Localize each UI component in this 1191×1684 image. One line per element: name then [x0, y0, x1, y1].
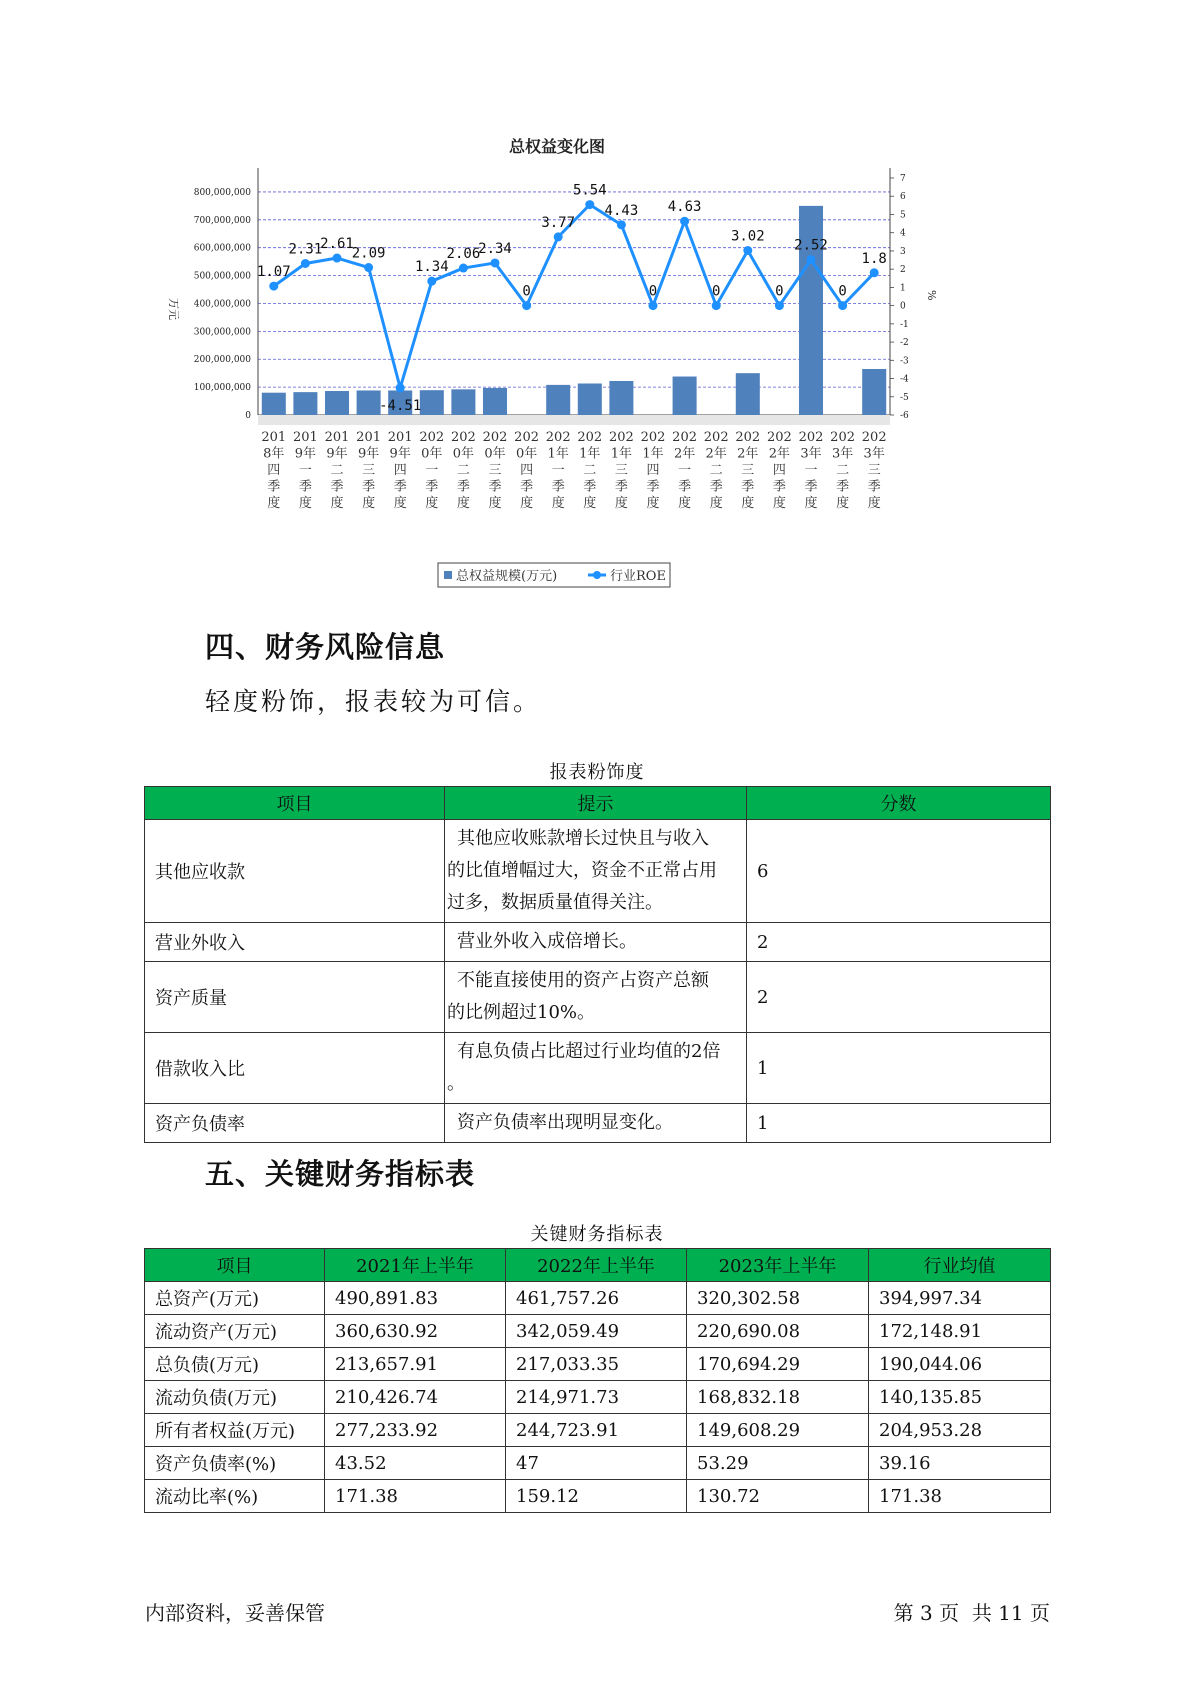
y-right-tick-label: 2 — [900, 265, 906, 276]
x-tick-label-line: 三 — [867, 463, 881, 478]
x-tick-label-line: 一 — [298, 463, 312, 478]
kpi-table-header-cell: 项目 — [145, 1249, 325, 1282]
x-tick-label-line: 一 — [804, 463, 818, 478]
x-tick-label-line: 202 — [766, 430, 792, 445]
x-tick-label-line: 四 — [267, 463, 281, 478]
x-tick-label-line: 202 — [514, 430, 540, 445]
risk-summary: 轻度粉饰，报表较为可信。 — [205, 687, 542, 716]
x-tick-label-line: 度 — [867, 496, 881, 511]
kpi-cell: 394,997.34 — [869, 1282, 1051, 1315]
x-tick-label-line: 季 — [772, 479, 786, 495]
risk-table-header — [145, 787, 1051, 820]
x-tick-label-line: 季 — [425, 479, 439, 495]
kpi-cell: 39.16 — [869, 1447, 1051, 1480]
x-tick-label-line: 202 — [482, 430, 508, 445]
y-right-tick-label: 1 — [900, 283, 906, 294]
y-left-tick-label: 700,000,000 — [193, 215, 251, 226]
x-tick-label-line: 季 — [551, 479, 565, 495]
x-tick-label-line: 201 — [292, 430, 318, 445]
x-tick-label-line: 季 — [741, 479, 755, 495]
roe-data-label: -4.51 — [379, 397, 422, 414]
kpi-cell: 360,630.92 — [325, 1315, 506, 1348]
table-row — [145, 820, 1051, 923]
x-tick-label-line: 202 — [703, 430, 729, 445]
risk-score-cell: 1 — [747, 1033, 1051, 1104]
x-tick-label-line: 度 — [330, 496, 344, 511]
x-tick-label-line: 202 — [640, 430, 666, 445]
y-left-tick-label: 300,000,000 — [193, 327, 251, 338]
roe-data-label: 3.77 — [541, 214, 576, 231]
x-tick-label-line: 季 — [709, 479, 723, 495]
x-tick-label-line: 三 — [614, 463, 628, 478]
legend-line-marker — [593, 571, 601, 579]
table-row — [145, 962, 1051, 1033]
table-row — [145, 1480, 1051, 1513]
roe-data-label: 4.63 — [667, 199, 702, 216]
equity-bar — [357, 390, 381, 415]
equity-bar — [578, 383, 602, 415]
y-right-tick-label: -3 — [900, 356, 909, 367]
y-right-tick-label: -6 — [900, 411, 909, 421]
x-tick-label-line: 201 — [324, 430, 350, 445]
x-tick-label-line: 201 — [387, 430, 413, 445]
roe-point — [396, 383, 405, 392]
x-tick-label — [546, 430, 571, 511]
roe-data-label: 0 — [522, 283, 531, 300]
y-left-tick-label: 800,000,000 — [193, 187, 251, 198]
x-tick-label-line: 一 — [551, 463, 565, 478]
equity-bar — [673, 377, 697, 415]
x-tick-label-line: 2年 — [705, 446, 727, 462]
table-row — [145, 1315, 1051, 1348]
roe-point — [491, 258, 500, 267]
roe-data-label: 2.34 — [478, 240, 512, 257]
x-tick-label — [672, 430, 697, 511]
x-tick-label-line: 202 — [861, 430, 887, 445]
kpi-cell: 流动比率(%) — [145, 1480, 325, 1513]
x-tick-label — [388, 430, 413, 511]
legend-bar-swatch — [444, 571, 452, 579]
roe-point — [554, 232, 563, 241]
risk-tip-cell — [445, 1104, 747, 1143]
roe-data-label: 1.34 — [414, 259, 449, 276]
x-tick-label-line: 季 — [646, 479, 660, 495]
roe-data-label: 5.54 — [572, 182, 607, 199]
y-left-axis-label: 万元 — [167, 298, 180, 320]
x-tick-label-line: 度 — [425, 496, 439, 511]
x-tick-label-line: 季 — [393, 479, 407, 495]
risk-tip-line: 资产负债率出现明显变化。 — [457, 1112, 673, 1133]
x-tick-label-line: 9年 — [294, 446, 317, 462]
y-right-axis-label: % — [925, 290, 938, 301]
risk-item-cell: 其他应收款 — [145, 820, 445, 923]
risk-table-header-cell: 项目 — [145, 787, 445, 820]
y-right-tick-label: 6 — [900, 192, 906, 203]
risk-tip-cell — [445, 820, 747, 923]
footer-left: 内部资料，妥善保管 — [145, 1601, 325, 1625]
table-row — [145, 1033, 1051, 1104]
x-tick-label-line: 2年 — [737, 446, 759, 462]
x-tick-label — [704, 430, 729, 511]
roe-point — [775, 301, 784, 310]
x-tick-label-line: 度 — [362, 496, 376, 511]
equity-bar — [546, 385, 570, 415]
y-right-tick-label: 5 — [900, 210, 906, 221]
legend-bar-label: 总权益规模(万元) — [456, 569, 558, 584]
x-tick-label-line: 三 — [741, 463, 755, 478]
roe-point — [427, 277, 436, 286]
risk-table — [144, 786, 1051, 1143]
x-tick-label-line: 季 — [330, 479, 344, 495]
kpi-cell: 所有者权益(万元) — [145, 1414, 325, 1447]
y-right-tick-label: -4 — [900, 374, 909, 385]
x-tick-label-line: 202 — [672, 430, 698, 445]
risk-tip-cell — [445, 1033, 747, 1104]
roe-data-label: 0 — [711, 283, 721, 300]
kpi-cell: 214,971.73 — [506, 1381, 687, 1414]
y-left-tick-label: 400,000,000 — [193, 299, 251, 310]
x-tick-label-line: 季 — [267, 479, 281, 495]
x-tick-label — [767, 430, 792, 511]
x-tick-label-line: 季 — [362, 479, 376, 495]
table-row — [145, 1414, 1051, 1447]
table-row — [145, 1447, 1051, 1480]
kpi-table-header-cell: 2023年上半年 — [687, 1249, 869, 1282]
x-tick-label-line: 二 — [330, 463, 344, 478]
roe-point — [680, 217, 689, 226]
roe-data-label: 1.07 — [256, 264, 291, 281]
kpi-cell: 53.29 — [687, 1447, 869, 1480]
x-tick-label — [514, 430, 539, 511]
roe-point — [838, 301, 847, 310]
x-tick-label — [451, 430, 476, 511]
risk-table-header-cell: 提示 — [445, 787, 747, 820]
x-tick-label — [577, 430, 602, 511]
roe-data-label: 2.31 — [288, 241, 323, 258]
x-tick-label-line: 202 — [419, 430, 445, 445]
x-tick-label-line: 0年 — [452, 446, 475, 462]
x-tick-label-line: 度 — [267, 496, 281, 511]
roe-point — [807, 255, 816, 264]
x-tick-label-line: 度 — [456, 496, 470, 511]
x-tick-label-line: 3年 — [831, 446, 854, 462]
x-tick-label-line: 季 — [583, 479, 597, 495]
x-tick-label-line: 0年 — [515, 446, 538, 462]
x-tick-label — [862, 430, 887, 511]
x-tick-label-line: 二 — [836, 463, 850, 478]
kpi-cell: 171.38 — [869, 1480, 1051, 1513]
kpi-cell: 总资产(万元) — [145, 1282, 325, 1315]
table-row — [145, 1348, 1051, 1381]
equity-bar — [262, 393, 286, 415]
risk-score-cell: 2 — [747, 923, 1051, 962]
risk-tip-cell — [445, 962, 747, 1033]
kpi-table-header — [145, 1249, 1051, 1282]
kpi-cell: 159.12 — [506, 1480, 687, 1513]
kpi-cell: 172,148.91 — [869, 1315, 1051, 1348]
roe-data-label: 2.06 — [446, 246, 481, 263]
kpi-cell: 140,135.85 — [869, 1381, 1051, 1414]
x-tick-label-line: 201 — [261, 430, 287, 445]
x-tick-label-line: 1年 — [547, 446, 569, 462]
roe-data-label: 4.43 — [604, 202, 639, 219]
risk-tip-line: 其他应收账款增长过快且与收入 — [457, 828, 709, 849]
x-tick-label-line: 季 — [298, 479, 312, 495]
x-tick-label — [641, 430, 666, 511]
x-tick-label-line: 202 — [545, 430, 571, 445]
risk-item-cell: 借款收入比 — [145, 1033, 445, 1104]
kpi-cell: 217,033.35 — [506, 1348, 687, 1381]
x-tick-label-line: 度 — [772, 496, 786, 511]
x-tick-label-line: 四 — [646, 463, 660, 478]
kpi-cell: 320,302.58 — [687, 1282, 869, 1315]
x-tick-label-line: 202 — [608, 430, 634, 445]
risk-tip-cell — [445, 923, 747, 962]
roe-data-label: 0 — [775, 283, 784, 300]
risk-tip-line: 的比值增幅过大，资金不正常占用 — [447, 860, 717, 881]
kpi-cell: 461,757.26 — [506, 1282, 687, 1315]
y-right-tick-label: 3 — [900, 246, 906, 257]
risk-tip-line: 。 — [447, 1073, 465, 1094]
x-tick-label-line: 度 — [646, 496, 660, 511]
table-row — [145, 1282, 1051, 1315]
x-tick-label-line: 202 — [798, 430, 824, 445]
x-tick-label — [261, 430, 286, 511]
x-tick-label-line: 三 — [488, 463, 502, 478]
x-tick-label-line: 度 — [393, 496, 407, 511]
kpi-heading: 五、关键财务指标表 — [205, 1157, 476, 1191]
x-tick-label-line: 二 — [709, 463, 723, 478]
kpi-table-header-cell: 2022年上半年 — [506, 1249, 687, 1282]
roe-point — [459, 264, 468, 273]
x-tick-label-line: 季 — [867, 479, 881, 495]
roe-data-label: 2.61 — [320, 236, 354, 253]
x-tick-label-line: 季 — [678, 479, 692, 495]
risk-item-cell: 资产负债率 — [145, 1104, 445, 1143]
kpi-cell: 244,723.91 — [506, 1414, 687, 1447]
kpi-cell: 170,694.29 — [687, 1348, 869, 1381]
x-tick-label-line: 一 — [425, 463, 439, 478]
kpi-cell: 流动资产(万元) — [145, 1315, 325, 1348]
risk-score-cell: 1 — [747, 1104, 1051, 1143]
equity-bar — [862, 369, 886, 415]
x-tick-label-line: 度 — [804, 496, 818, 511]
kpi-table — [144, 1248, 1051, 1513]
roe-line — [274, 202, 874, 388]
x-tick-label — [609, 430, 634, 511]
y-right-tick-label: 4 — [900, 228, 906, 239]
roe-point — [269, 282, 278, 291]
x-tick-label-line: 度 — [520, 496, 534, 511]
x-tick-label-line: 2年 — [673, 446, 696, 462]
equity-bar — [609, 381, 633, 415]
x-tick-label-line: 季 — [488, 479, 502, 495]
x-tick-label-line: 0年 — [421, 446, 443, 462]
x-tick-label — [325, 430, 350, 511]
risk-heading: 四、财务风险信息 — [205, 630, 446, 664]
x-tick-label-line: 度 — [298, 496, 312, 511]
kpi-cell: 资产负债率(%) — [145, 1447, 325, 1480]
footer-page-number: 第 3 页 共 11 页 — [893, 1601, 1050, 1625]
x-tick-label-line: 202 — [735, 430, 761, 445]
kpi-cell: 流动负债(万元) — [145, 1381, 325, 1414]
kpi-cell: 490,891.83 — [325, 1282, 506, 1315]
y-right-tick-label: -5 — [900, 392, 909, 403]
roe-point — [649, 301, 658, 310]
x-tick-label — [419, 430, 444, 511]
risk-table-header-cell: 分数 — [747, 787, 1051, 820]
roe-data-label: 2.52 — [794, 237, 828, 254]
equity-bar — [293, 392, 317, 415]
x-tick-label-line: 度 — [836, 496, 850, 511]
roe-data-label: 3.02 — [730, 228, 765, 245]
risk-score-cell: 2 — [747, 962, 1051, 1033]
y-left-tick-label: 600,000,000 — [193, 243, 251, 254]
x-tick-label — [293, 430, 318, 511]
kpi-cell: 149,608.29 — [687, 1414, 869, 1447]
risk-table-caption: 报表粉饰度 — [549, 762, 645, 783]
y-left-tick-label: 0 — [245, 411, 251, 421]
x-tick-label-line: 8年 — [263, 446, 285, 462]
y-right-tick-label: 0 — [900, 301, 906, 312]
x-tick-label-line: 季 — [804, 479, 818, 495]
table-row — [145, 923, 1051, 962]
roe-point — [301, 259, 310, 268]
risk-item-cell: 资产质量 — [145, 962, 445, 1033]
risk-tip-line: 不能直接使用的资产占资产总额 — [457, 970, 709, 991]
roe-data-label: 0 — [838, 283, 847, 300]
x-tick-label-line: 1年 — [610, 446, 633, 462]
table-row — [145, 1381, 1051, 1414]
kpi-cell: 47 — [506, 1447, 687, 1480]
x-tick-label-line: 季 — [520, 479, 534, 495]
x-tick-label-line: 9年 — [357, 446, 380, 462]
y-left-tick-label: 200,000,000 — [193, 355, 251, 366]
kpi-table-header-cell: 2021年上半年 — [325, 1249, 506, 1282]
x-tick-label-line: 3年 — [863, 446, 885, 462]
legend-line-label: 行业ROE — [610, 569, 666, 584]
risk-tip-line: 的比例超过10%。 — [447, 1002, 596, 1023]
x-tick-label-line: 1年 — [579, 446, 601, 462]
x-tick-label-line: 度 — [709, 496, 723, 511]
x-tick-label-line: 季 — [836, 479, 850, 495]
x-tick-label — [830, 430, 855, 511]
x-tick-label-line: 2年 — [768, 446, 791, 462]
x-tick-label-line: 度 — [741, 496, 755, 511]
x-axis-band — [258, 415, 890, 425]
x-tick-label-line: 二 — [583, 463, 597, 478]
x-tick-label-line: 0年 — [484, 446, 506, 462]
x-tick-label-line: 9年 — [326, 446, 348, 462]
risk-item-cell: 营业外收入 — [145, 923, 445, 962]
y-left-tick-label: 500,000,000 — [193, 271, 251, 282]
x-tick-label — [735, 430, 760, 511]
roe-data-label: 2.09 — [351, 245, 386, 262]
kpi-cell: 43.52 — [325, 1447, 506, 1480]
x-tick-label-line: 3年 — [800, 446, 822, 462]
roe-data-label: 0 — [648, 283, 658, 300]
x-tick-label-line: 季 — [456, 479, 470, 495]
kpi-cell: 277,233.92 — [325, 1414, 506, 1447]
kpi-cell: 168,832.18 — [687, 1381, 869, 1414]
roe-point — [522, 301, 531, 310]
roe-point — [743, 246, 752, 255]
risk-tip-line: 过多，数据质量值得关注。 — [447, 892, 663, 913]
x-tick-label-line: 季 — [614, 479, 628, 495]
roe-point — [333, 254, 342, 263]
x-tick-label — [799, 430, 824, 511]
kpi-cell: 204,953.28 — [869, 1414, 1051, 1447]
equity-chart — [140, 130, 1070, 600]
kpi-table-caption: 关键财务指标表 — [530, 1224, 664, 1245]
roe-point — [870, 268, 879, 277]
x-tick-label-line: 202 — [830, 430, 856, 445]
x-tick-label — [356, 430, 381, 511]
y-right-tick-label: 7 — [900, 174, 906, 184]
kpi-table-header-cell: 行业均值 — [869, 1249, 1051, 1282]
chart-title: 总权益变化图 — [508, 137, 606, 156]
equity-bar — [325, 391, 349, 415]
kpi-cell: 220,690.08 — [687, 1315, 869, 1348]
kpi-cell: 210,426.74 — [325, 1381, 506, 1414]
x-tick-label-line: 度 — [614, 496, 628, 511]
kpi-cell: 342,059.49 — [506, 1315, 687, 1348]
x-tick-label-line: 度 — [678, 496, 692, 511]
x-tick-label-line: 四 — [393, 463, 407, 478]
risk-score-cell: 6 — [747, 820, 1051, 923]
x-tick-label-line: 三 — [362, 463, 376, 478]
y-left-tick-label: 100,000,000 — [193, 383, 251, 394]
x-tick-label — [483, 430, 508, 511]
kpi-cell: 130.72 — [687, 1480, 869, 1513]
risk-tip-line: 有息负债占比超过行业均值的2倍 — [457, 1041, 721, 1062]
roe-point — [364, 263, 373, 272]
equity-bar — [483, 388, 507, 415]
roe-point — [585, 200, 594, 209]
x-tick-label-line: 一 — [678, 463, 692, 478]
x-tick-label-line: 201 — [356, 430, 382, 445]
roe-point — [712, 301, 721, 310]
x-tick-label-line: 四 — [772, 463, 786, 478]
roe-point — [617, 220, 626, 229]
roe-data-label: 1.8 — [861, 250, 887, 267]
y-right-tick-label: -1 — [900, 319, 909, 330]
x-tick-label-line: 度 — [583, 496, 597, 511]
equity-bar — [736, 373, 760, 415]
x-tick-label-line: 四 — [520, 463, 534, 478]
x-tick-label-line: 202 — [577, 430, 603, 445]
equity-bar — [451, 389, 475, 415]
y-right-tick-label: -2 — [900, 338, 909, 349]
x-tick-label-line: 度 — [551, 496, 565, 511]
kpi-cell: 213,657.91 — [325, 1348, 506, 1381]
x-tick-label-line: 1年 — [642, 446, 664, 462]
risk-tip-line: 营业外收入成倍增长。 — [457, 931, 637, 952]
kpi-cell: 190,044.06 — [869, 1348, 1051, 1381]
kpi-cell: 171.38 — [325, 1480, 506, 1513]
table-row — [145, 1104, 1051, 1143]
x-tick-label-line: 202 — [450, 430, 476, 445]
x-tick-label-line: 9年 — [389, 446, 411, 462]
kpi-cell: 总负债(万元) — [145, 1348, 325, 1381]
x-tick-label-line: 二 — [456, 463, 470, 478]
equity-bar — [420, 390, 444, 415]
x-tick-label-line: 度 — [488, 496, 502, 511]
